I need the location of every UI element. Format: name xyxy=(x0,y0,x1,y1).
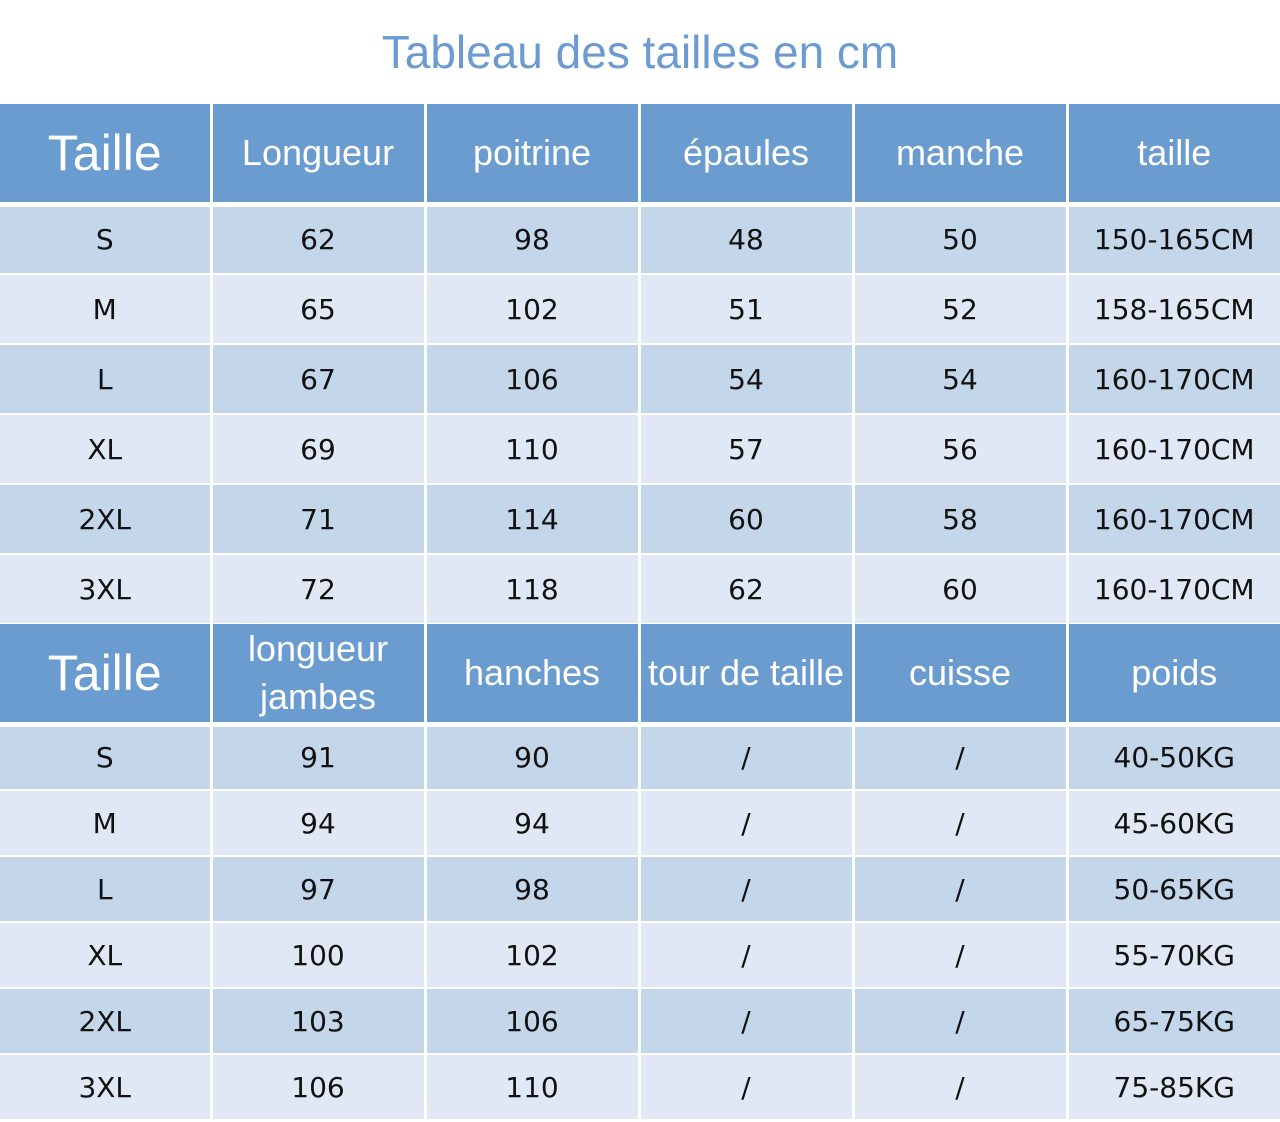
table-row xyxy=(0,554,1280,624)
table-cell: 2XL xyxy=(0,484,211,554)
table-cell: 106 xyxy=(425,344,639,414)
table-cell: 56 xyxy=(853,414,1067,484)
header-chest: poitrine xyxy=(425,104,639,204)
table-cell: 110 xyxy=(425,1054,639,1120)
table-cell: / xyxy=(853,988,1067,1054)
header-weight: poids xyxy=(1067,624,1280,724)
table-cell: XL xyxy=(0,922,211,988)
size-table-bottoms xyxy=(0,624,1280,1121)
table-cell: / xyxy=(853,790,1067,856)
table-cell: 2XL xyxy=(0,988,211,1054)
table-cell: 65-75KG xyxy=(1067,988,1280,1054)
table-cell: 54 xyxy=(639,344,853,414)
table-cell: 72 xyxy=(211,554,425,624)
size-table-tops xyxy=(0,104,1280,625)
table-cell: 3XL xyxy=(0,554,211,624)
header-shoulders: épaules xyxy=(639,104,853,204)
table-cell: 97 xyxy=(211,856,425,922)
header-leg-length: longueur jambes xyxy=(211,624,425,724)
table-row xyxy=(0,724,1280,790)
table-cell: 45-60KG xyxy=(1067,790,1280,856)
header-size: Taille xyxy=(0,104,211,204)
table-row xyxy=(0,856,1280,922)
table-cell: 62 xyxy=(639,554,853,624)
table-cell: 106 xyxy=(425,988,639,1054)
table-cell: 106 xyxy=(211,1054,425,1120)
header-hips: hanches xyxy=(425,624,639,724)
table-row xyxy=(0,484,1280,554)
page-title: Tableau des tailles en cm xyxy=(381,26,899,78)
header-sleeve: manche xyxy=(853,104,1067,204)
table-cell: 114 xyxy=(425,484,639,554)
header-size: Taille xyxy=(0,624,211,724)
table-header-row xyxy=(0,624,1280,724)
header-length: Longueur xyxy=(211,104,425,204)
table-cell: 3XL xyxy=(0,1054,211,1120)
table-cell: 51 xyxy=(639,274,853,344)
table-row xyxy=(0,1054,1280,1120)
table-cell: S xyxy=(0,724,211,790)
table-row xyxy=(0,274,1280,344)
table-cell: L xyxy=(0,344,211,414)
table-row xyxy=(0,922,1280,988)
header-thigh: cuisse xyxy=(853,624,1067,724)
table-row xyxy=(0,790,1280,856)
table-cell: 98 xyxy=(425,856,639,922)
table-cell: 91 xyxy=(211,724,425,790)
table-cell: 90 xyxy=(425,724,639,790)
table-cell: 71 xyxy=(211,484,425,554)
table-cell: / xyxy=(639,922,853,988)
table-cell: 103 xyxy=(211,988,425,1054)
table-row xyxy=(0,204,1280,274)
table-header-row xyxy=(0,104,1280,204)
table-cell: 50 xyxy=(853,204,1067,274)
table-cell: / xyxy=(639,724,853,790)
table-cell: 102 xyxy=(425,922,639,988)
table-cell: S xyxy=(0,204,211,274)
header-height: taille xyxy=(1067,104,1280,204)
table-cell: 98 xyxy=(425,204,639,274)
table-row xyxy=(0,414,1280,484)
table-cell: 160-170CM xyxy=(1067,344,1280,414)
table-cell: 158-165CM xyxy=(1067,274,1280,344)
table-cell: 94 xyxy=(425,790,639,856)
table-cell: 48 xyxy=(639,204,853,274)
table-cell: 58 xyxy=(853,484,1067,554)
table-cell: 160-170CM xyxy=(1067,484,1280,554)
table-cell: XL xyxy=(0,414,211,484)
table-cell: 52 xyxy=(853,274,1067,344)
table-cell: M xyxy=(0,274,211,344)
header-waist: tour de taille xyxy=(639,624,853,724)
table-cell: / xyxy=(639,790,853,856)
table-cell: L xyxy=(0,856,211,922)
table-cell: 118 xyxy=(425,554,639,624)
table-cell: 57 xyxy=(639,414,853,484)
table-cell: 94 xyxy=(211,790,425,856)
table-cell: 69 xyxy=(211,414,425,484)
table-cell: 102 xyxy=(425,274,639,344)
table-cell: 100 xyxy=(211,922,425,988)
table-cell: 75-85KG xyxy=(1067,1054,1280,1120)
table-cell: 160-170CM xyxy=(1067,414,1280,484)
table-cell: / xyxy=(853,1054,1067,1120)
table-row xyxy=(0,344,1280,414)
table-cell: / xyxy=(853,922,1067,988)
table-cell: 40-50KG xyxy=(1067,724,1280,790)
table-cell: 50-65KG xyxy=(1067,856,1280,922)
table-cell: / xyxy=(639,856,853,922)
table-cell: 60 xyxy=(853,554,1067,624)
table-cell: / xyxy=(853,724,1067,790)
table-cell: 65 xyxy=(211,274,425,344)
table-cell: 150-165CM xyxy=(1067,204,1280,274)
table-cell: 54 xyxy=(853,344,1067,414)
table-cell: / xyxy=(639,988,853,1054)
table-cell: 110 xyxy=(425,414,639,484)
table-cell: / xyxy=(853,856,1067,922)
table-cell: 62 xyxy=(211,204,425,274)
table-cell: M xyxy=(0,790,211,856)
table-cell: 55-70KG xyxy=(1067,922,1280,988)
table-row xyxy=(0,988,1280,1054)
table-cell: / xyxy=(639,1054,853,1120)
table-cell: 160-170CM xyxy=(1067,554,1280,624)
table-cell: 67 xyxy=(211,344,425,414)
table-cell: 60 xyxy=(639,484,853,554)
